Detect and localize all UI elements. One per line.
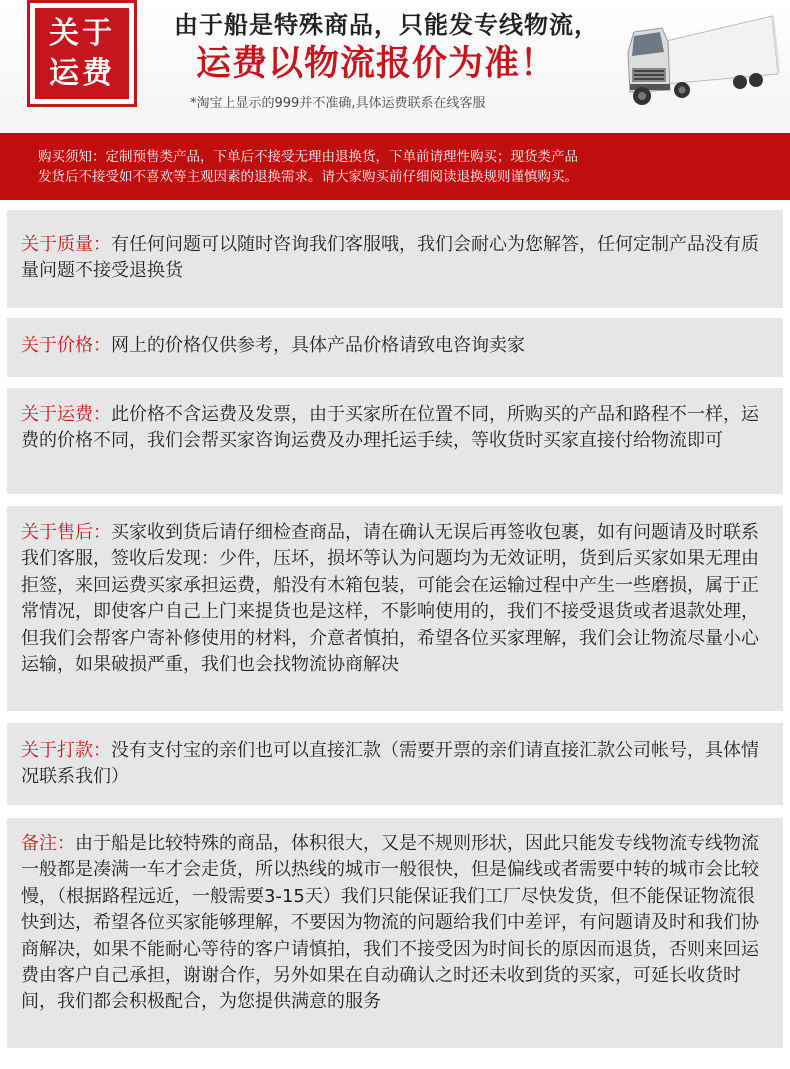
- banner-line1: 购买须知：定制预售类产品，下单后不接受无理由退换货，下单前请理性购买；现货类产品: [38, 149, 578, 165]
- section-label: 关于售后：: [21, 522, 111, 543]
- section-quality: [7, 210, 783, 308]
- header: [0, 0, 790, 133]
- section-remarks: [7, 818, 783, 1048]
- section-payment: [7, 723, 783, 805]
- badge-line1: 关于: [49, 15, 115, 51]
- section-text: 没有支付宝的亲们也可以直接汇款（需要开票的亲们请直接汇款公司帐号，具体情况联系我们）: [21, 740, 759, 788]
- purchase-notice-banner: [0, 133, 790, 200]
- section-label: 关于运费：: [21, 404, 111, 425]
- truck-icon: [622, 12, 782, 108]
- section-label: 关于打款：: [21, 740, 111, 761]
- section-after-sales: [7, 506, 783, 711]
- section-label: 关于质量：: [21, 234, 111, 255]
- section-text: 有任何问题可以随时咨询我们客服哦，我们会耐心为您解答，任何定制产品没有质量问题不接受退换货: [21, 234, 759, 282]
- header-line1: 由于船是特殊商品，只能发专线物流，: [174, 11, 599, 39]
- banner-line2: 发货后不接受如不喜欢等主观因素的退换需求。请大家购买前仔细阅读退换规则谨慎购买。: [38, 169, 578, 185]
- section-label: 备注：: [21, 833, 75, 854]
- shipping-badge: [27, 0, 137, 107]
- header-note: *淘宝上显示的999并不准确,具体运费联系在线客服: [190, 96, 486, 111]
- badge-line2: 运费: [49, 55, 115, 91]
- header-line2: 运费以物流报价为准！: [196, 44, 557, 84]
- section-text: 买家收到货后请仔细检查商品，请在确认无误后再签收包裹，如有问题请及时联系我们客服，签收后发现：少件，压坏，损坏等认为问题均为无效证明，货到后买家如果无理由拒签，来回运费买家承担运费，船没有木箱包装，可能会在运输过程中产生一些磨损，属于正常情况，即使客户自己上门来提货也是这样，不影响使用的，我们不接受退货或者退款处理，但我们会帮客户寄补修使用的材料，介意者慎拍，希望各位买家理解，我们会让物流尽量小心运输，如果破损严重，我们也会找物流协商解决: [21, 522, 759, 676]
- section-text: 网上的价格仅供参考，具体产品价格请致电咨询卖家: [111, 335, 525, 356]
- section-shipping: [7, 388, 783, 494]
- section-label: 关于价格：: [21, 335, 111, 356]
- section-text: 由于船是比较特殊的商品，体积很大，又是不规则形状，因此只能发专线物流专线物流一般都是凑满一车才会走货，所以热线的城市一般很快，但是偏线或者需要中转的城市会比较慢，（根据路程远近，一般需要3-15天）我们只能保证我们工厂尽快发货，但不能保证物流很快到达，希望各位买家能够理解，不要因为物流的问题给我们中差评，有问题请及时和我们协商解决，如果不能耐心等待的客户请慎拍，我们不接受因为时间长的原因而退货，否则来回运费由客户自己承担，谢谢合作，另外如果在自动确认之时还未收到货的买家，可延长收货时间，我们都会积极配合，为您提供满意的服务: [21, 833, 759, 1013]
- section-text: 此价格不含运费及发票，由于买家所在位置不同，所购买的产品和路程不一样，运费的价格不同，我们会帮买家咨询运费及办理托运手续，等收货时买家直接付给物流即可: [21, 404, 759, 452]
- section-price: [7, 318, 783, 377]
